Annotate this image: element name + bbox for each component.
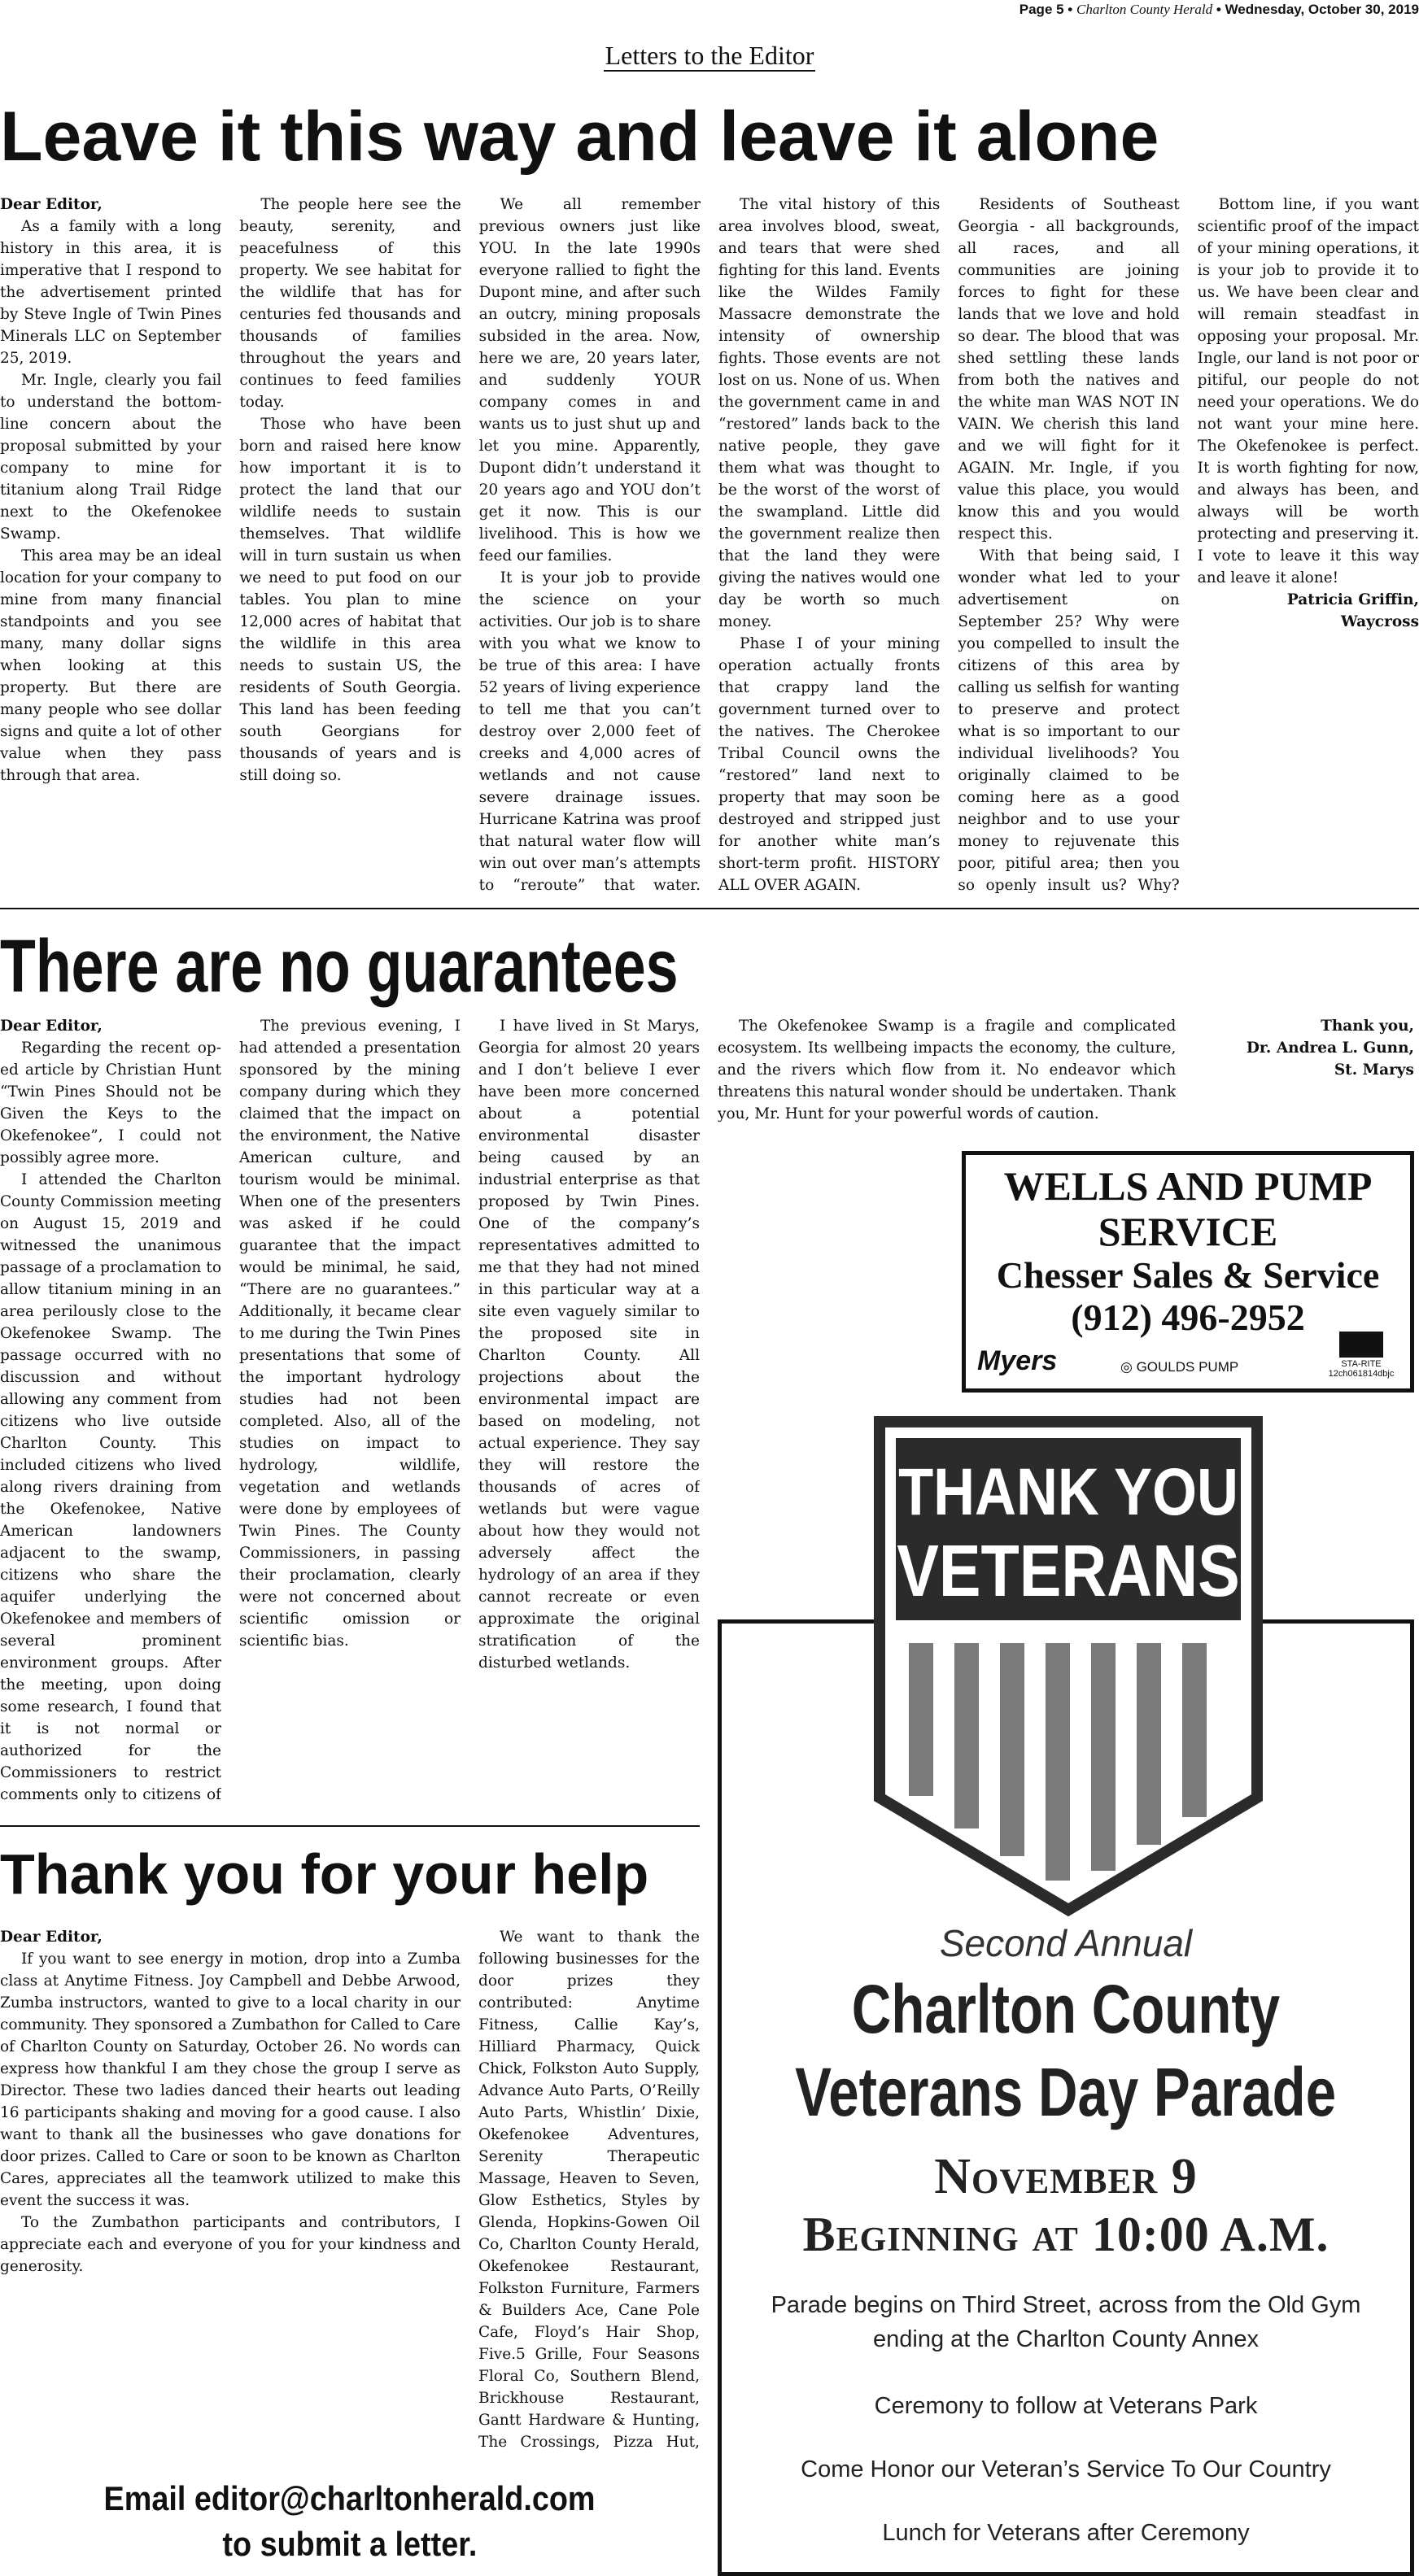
- goulds-logo: ◎ GOULDS PUMP: [1120, 1359, 1239, 1375]
- letter3-paragraph: We want to thank the following businesses for the door prizes they contributed: Anytime Fitness, Callie Kay’s, Hilliard Pharmacy, Quick Chick, Folkston Auto Supply, Advance Auto Parts, O’Reilly Auto Parts, Whistlin’ Dixie, Okefenokee Adventures, Serenity Therapeutic Massage, Heaven to Seven, Glow Esthetics, Styles by Glenda, Hopkins-Gowen Oil Co, Charlton County Herald, Okefenokee Restaurant, Folkston Furniture, Farmers & Builders Ace, Cane Pole Cafe, Floyd’s Hair Shop, Five.5 Grille, Four Seasons Floral Co, Southern Blend, Brickhouse Restaurant, Gantt Hardware & Hunting, The Crossings, Pizza Hut,: [478, 1929, 700, 2451]
- ad-code: 12ch061814dbjc: [1328, 1369, 1395, 1379]
- page-number: Page 5: [1019, 2, 1064, 17]
- letter2-paragraph: Regarding the recent op-ed article by Christian Hunt “Twin Pines Should not be Given the Keys to the Okefenokee”, I could not possibly agree more.: [0, 1040, 221, 1166]
- parade-subtitle: Second Annual: [939, 1922, 1193, 1964]
- letter1-paragraph: Bottom line, if you want scientific proof of the impact of your mining operations, it is your job to provide it to us. We have been clear and will remain steadfast in opposing your proposal. Mr. Ingle, our land is not poor or pitiful, our people do not need your operations. We do not want your mine here. The Okefenokee is perfect. It is worth fighting for now, and always has been, and always will be worth protecting and preserving it. I vote to leave it this way and leave it alone!: [1197, 196, 1419, 586]
- shield-text-line2: VETERANS: [897, 1529, 1240, 1612]
- letter1-paragraph: Phase I of your mining operation actually fronts that crappy land the government turned over to the natives. The Cherokee Tribal Council owns the “restored” land next to property that may soon be destroyed and stripped just for another white man’s short-term profit. HISTORY ALL OVER AGAIN.: [718, 635, 941, 893]
- starite-icon: [1339, 1332, 1383, 1358]
- letter1-paragraph: This area may be an ideal location for your company to mine from many financial standpoints and you see many, many dollar signs when looking at this property. But there are many people who see dollar signs and quite a lot of other value when they pass through that area.: [0, 547, 222, 784]
- letter1-paragraph: We all remember previous owners just like YOU. In the late 1990s everyone rallied to fight the Dupont mine, and after such an outcry, mining proposals subsided in the area. Now, here we are, 20 years later, and suddenly YOUR company comes in and wants us to just shut up and let you mine. Apparently, Dupont didn’t understand it 20 years ago and YOU don’t get it now. This is our livelihood. This is how we feed our families.: [478, 196, 701, 564]
- myers-logo: Myers: [977, 1345, 1058, 1376]
- letter1-paragraph: It is your job to provide the science on your activities. Our job is to share with you what we know to be true of this area: I have 52 years of living experience to tell me that you can’t destroy over 2,000 feet of creeks and 4,000 acres of wetlands and not cause severe drainage issues. Hurricane Katrina was proof that natural water flow will win out over man’s attempts to “reroute” that water.: [478, 569, 701, 893]
- letter2-body-right: [718, 1015, 1414, 1137]
- letter1-col: [239, 194, 461, 893]
- letter1-paragraph: Those who have been born and raised here know how important it is to protect the land that our wildlife needs to sustain themselves. That wildlife will in turn sustain us when we need to put food on our tables. You plan to mine 12,000 acres of habitat that the wildlife in this area needs to sustain US, the residents of South Georgia. This land has been feeding south Georgians for thousands of years and is still doing so.: [239, 416, 461, 784]
- section-divider: [0, 1825, 700, 1827]
- letter3-col: [478, 1926, 700, 2455]
- letter2-col: [718, 1015, 1176, 1137]
- parade-detail: Ceremony to follow at Veterans Park: [874, 2393, 1258, 2419]
- letter3-body: [0, 1926, 700, 2455]
- letter3-paragraph: If you want to see energy in motion, drop into a Zumba class at Anytime Fitness. Joy Campbell and Debbe Arwood, Zumba instructors, wanted to give to a local charity in our community. They sponsored a Zumbathon for Called to Care of Charlton County on Saturday, October 26. No words can express how thankful I am they chose the group I serve as Director. These two ladies danced their hearts out leading 16 participants shaking and moving for a good cause. I also want to thank all the businesses who gave donations for door prizes. Called to Care or soon to be known as Charlton Cares, appreciates all the teamwork utilized to make this event the success it was.: [0, 1951, 461, 2209]
- letter2-body: [0, 1015, 700, 1804]
- letter1-paragraph: Residents of Southeast Georgia - all backgrounds, all races, and all communities are joining forces to fight for these lands that we love and hold so dear. The blood that was shed settling these lands from both the natives and the white man WAS NOT IN VAIN. We cherish this land and we will fight for it AGAIN. Mr. Ingle, if you value this place, you would know this and you would respect this.: [958, 196, 1180, 543]
- letter3-headline: Thank you for your help: [0, 1842, 649, 1906]
- email-line: Email editor@charltonherald.com: [103, 2479, 596, 2517]
- letter3-paragraph: To the Zumbathon participants and contributors, I appreciate each and everyone of you for your kindness and generosity.: [0, 2214, 461, 2275]
- email-line: to submit a letter.: [222, 2525, 478, 2563]
- wells-pump-ad: [962, 1151, 1414, 1393]
- paper-name: Charlton County Herald: [1076, 2, 1213, 17]
- letter2-signature: Thank you, Dr. Andrea L. Gunn, St. Marys: [1246, 1018, 1414, 1079]
- letter3-salutation: Dear Editor,: [0, 1929, 103, 1946]
- ad-phone: (912) 496-2952: [1071, 1297, 1305, 1338]
- parade-detail: Lunch for Veterans after Ceremony: [882, 2520, 1250, 2546]
- letter1-col: [958, 194, 1179, 893]
- ad-line: Chesser Sales & Service: [996, 1254, 1380, 1296]
- letter2-paragraph: I attended the Charlton County Commission meeting on August 15, 2019 and witnessed the unanimous passage of a proclamation to allow titanium mining in an area perilously close to the Okefenokee Swamp. The passage occurred with no discussion and without allowing any comment from citizens who live outside Charlton County. This included citizens who lived along rivers draining from the Okefenokee, Native American landowners adjacent to the swamp, citizens who share the aquifer underlying the Okefenokee and members of several prominent environment groups. After the meeting, upon doing some research, I found that it is not normal or authorized for the Commissioners to restrict comments only to citizens of: [0, 1171, 221, 1803]
- letter1-col: [479, 194, 701, 893]
- letter1-signature: Patricia Griffin, Waycross: [1286, 591, 1419, 630]
- starite-logo: STA-RITE 12ch061814dbjc: [1321, 1332, 1402, 1379]
- letter1-body: [0, 194, 1419, 893]
- parade-title-line1: Charlton County: [851, 1971, 1281, 2047]
- letter2-paragraph: The previous evening, I had attended a presentation sponsored by the mining company during which they claimed that the impact on the environment, the Native American culture, and tourism would be minimal. When one of the presenters was asked if he could guarantee that the impact would be minimal, he said, “There are no guarantees.” Additionally, it became clear to me during the Twin Pines presentations that some of the important hydrology studies had not been completed. Also, all of the studies on impact to hydrology, wildlife, vegetation and wetlands were done by employees of Twin Pines. The County Commissioners, in passing their proclamation, clearly were not concerned about scientific omission or scientific bias.: [239, 1018, 461, 1650]
- letter2-headline: There are no guarantees: [0, 925, 679, 1008]
- letter1-col: [718, 194, 940, 893]
- ad-line: WELLS AND PUMP: [1003, 1163, 1373, 1209]
- parade-detail: Parade begins on Third Street, across from the Old Gym: [771, 2292, 1361, 2318]
- email-promo: [0, 2476, 700, 2567]
- letter2-col: [478, 1015, 700, 1804]
- letter2-col: [239, 1015, 461, 1804]
- letter1-paragraph: The people here see the beauty, serenity, and peacefulness of this property. We see habitat for the wildlife that has for centuries fed thousands and thousands of families throughout the years and continues to feed families today.: [239, 196, 461, 411]
- brand-logos: [966, 1341, 1410, 1382]
- parade-detail: ending at the Charlton County Annex: [873, 2326, 1259, 2352]
- parade-date: November 9: [934, 2149, 1198, 2204]
- parade-time: Beginning at 10:00 A.M.: [802, 2208, 1329, 2261]
- veterans-shield-icon: [873, 1415, 1264, 1916]
- shield-text-line1: THANK YOU: [898, 1455, 1238, 1530]
- letter1-paragraph: As a family with a long history in this area, it is imperative that I respond to the advertisement printed by Steve Ingle of Twin Pines Minerals LLC on September 25, 2019.: [0, 218, 222, 367]
- letter2-paragraph: I have lived in St Marys, Georgia for almost 20 years and I don’t believe I ever have been more concerned about a potential environmental disaster being caused by an industrial enterprise as that proposed by Twin Pines. One of the company’s representatives admitted to me that they had not mined in this particular way at a site even vaguely similar to the proposed site in Charlton County. All projections about the environmental impact are based on modeling, not actual experience. They say they will restore the thousands of acres of wetlands but were vague about how they would not adversely affect the hydrology of an area if they cannot recreate or even approximate the original stratification of the disturbed wetlands.: [478, 1018, 700, 1672]
- letter1-headline: Leave it this way and leave it alone: [0, 98, 1159, 176]
- letter2-col: [0, 1015, 221, 1804]
- page-folio: Page 5 • Charlton County Herald • Wednesday, October 30, 2019: [1019, 2, 1419, 17]
- parade-detail: Come Honor our Veteran’s Service To Our Country: [801, 2456, 1331, 2482]
- letter1-paragraph: With that being said, I wonder what led to your advertisement on September 25? Why were you compelled to insult the citizens of this area by calling us selfish for wanting to preserve and protect what is so important to our individual livelihoods? You originally claimed to be coming here as a good neighbor and to use your money to rejuvenate this poor, pitiful area; then you so openly insult us? Why?: [958, 547, 1180, 893]
- letter1-paragraph: Mr. Ingle, clearly you fail to understand the bottom-line concern about the proposal submitted by your company to mine for titanium along Trail Ridge next to the Okefenokee Swamp.: [0, 372, 222, 543]
- parade-title-line2: Veterans Day Parade: [795, 2054, 1337, 2130]
- letter1-paragraph: The vital history of this area involves blood, sweat, and tears that were shed fighting for this land. Events like the Wildes Family Massacre demonstrate the intensity of ownership fights. Those events are not lost on us. None of us. When the government came in and “restored” lands back to the native people, they gave them what was thought to be the worst of the worst of the swampland. Little did the government realize then that the land they were giving the natives would one day be worth so much money.: [718, 196, 941, 630]
- section-divider: [0, 908, 1419, 909]
- issue-date: Wednesday, October 30, 2019: [1225, 2, 1419, 17]
- letter2-salutation: Dear Editor,: [0, 1018, 103, 1035]
- letter1-col: [0, 194, 221, 893]
- letter2-col: [1194, 1015, 1414, 1137]
- ad-line: SERVICE: [1098, 1209, 1278, 1254]
- letter1-salutation: Dear Editor,: [0, 196, 103, 213]
- letter1-col: [1198, 194, 1419, 893]
- letter2-paragraph: The Okefenokee Swamp is a fragile and complicated ecosystem. Its wellbeing impacts the economy, the culture, and the rivers which flow from it. No endeavor which threatens this natural wonder should be undertaken. Thank you, Mr. Hunt for your powerful words of caution.: [718, 1018, 1177, 1122]
- section-title: Letters to the Editor: [605, 41, 814, 70]
- letter3-col: [0, 1926, 461, 2455]
